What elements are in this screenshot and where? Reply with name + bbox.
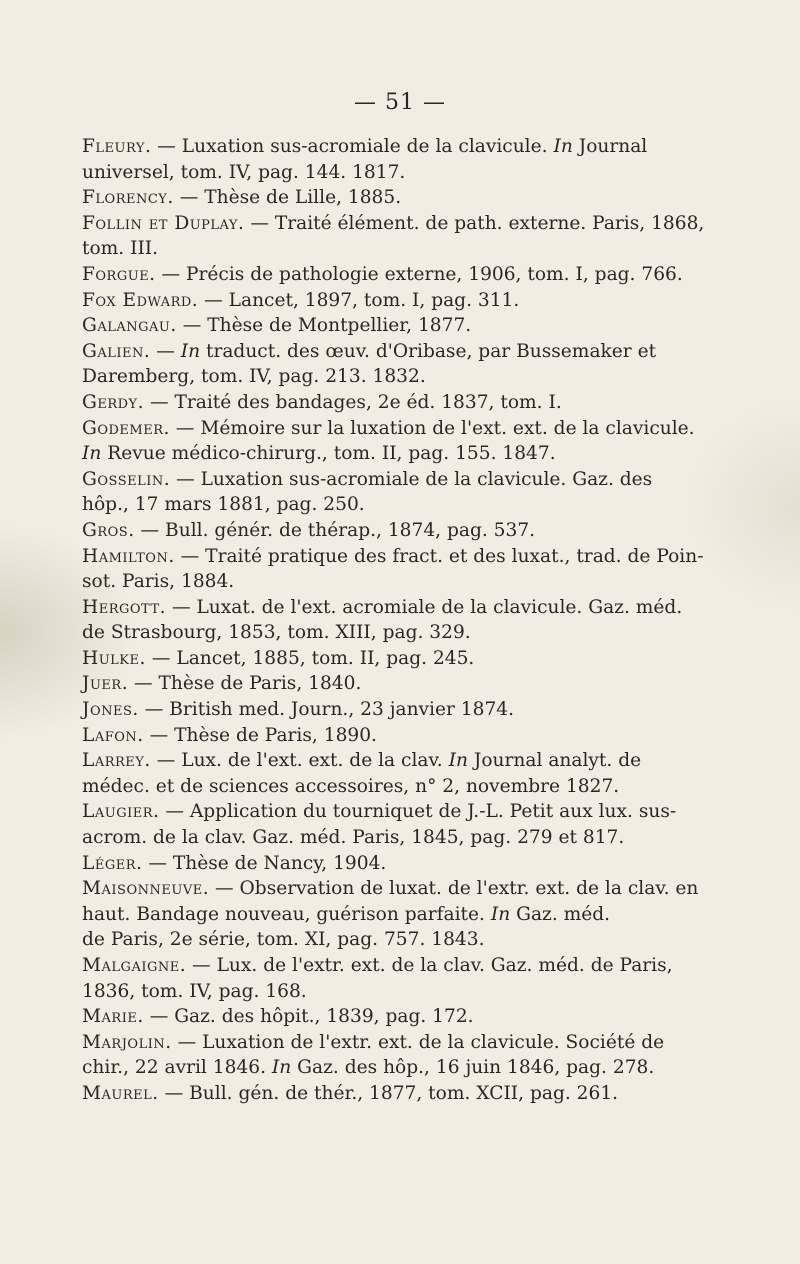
reference-entry: Léger. — Thèse de Nancy, 1904.	[82, 852, 387, 874]
reference-entry: Lafon. — Thèse de Paris, 1890.	[82, 724, 377, 746]
reference-entry: Gros. — Bull. génér. de thérap., 1874, pag. 537.	[82, 519, 536, 541]
reference-entry: Gosselin. — Luxation sus-acromiale de la clavicule. Gaz. des hôp., 17 mars 1881, pag. 250.	[82, 468, 653, 516]
reference-entry: Hamilton. — Traité pratique des fract. et des luxat., trad. de Poin- sot. Paris, 1884.	[82, 545, 704, 593]
reference-entry: Hergott. — Luxat. de l'ext. acromiale de la clavicule. Gaz. méd. de Strasbourg, 1853, tom. XIII, pag. 329.	[82, 596, 683, 644]
reference-entry: Juer. — Thèse de Paris, 1840.	[82, 673, 362, 695]
reference-entry: Maurel. — Bull. gén. de thér., 1877, tom. XCII, pag. 261.	[82, 1082, 619, 1104]
reference-entry: Fox Edward. — Lancet, 1897, tom. I, pag. 311.	[82, 289, 520, 311]
reference-entry: Gerdy. — Traité des bandages, 2e éd. 1837, tom. I.	[82, 391, 562, 413]
reference-entry: Forgue. — Précis de pathologie externe, 1906, tom. I, pag. 766.	[82, 263, 683, 285]
reference-entry: Fleury. — Luxation sus-acromiale de la clavicule. In Journal universel, tom. IV, pag. 144. 1817.	[82, 136, 648, 183]
reference-entry: Galangau. — Thèse de Montpellier, 1877.	[82, 315, 472, 337]
reference-entry: Larrey. — Lux. de l'ext. ext. de la clav. In Journal analyt. de médec. et de sciences accessoires, n° 2, novembre 1827.	[82, 750, 642, 797]
reference-entry: Laugier. — Application du tourniquet de J.-L. Petit aux lux. sus- acrom. de la clav. Gaz. méd. Paris, 1845, pag. 279 et 817.	[82, 801, 677, 849]
reference-entry: Marjolin. — Luxation de l'extr. ext. de la clavicule. Société de chir., 22 avril 1846. In Gaz. des hôp., 16 juin 1846, pag. 278.	[82, 1031, 665, 1079]
page-number: — 51 —	[354, 90, 446, 115]
reference-entry: Florency. — Thèse de Lille, 1885.	[82, 187, 402, 209]
reference-entry: Godemer. — Mémoire sur la luxation de l'ext. ext. de la clavicule. In Revue médico-chirurg., tom. II, pag. 155. 1847.	[82, 417, 695, 465]
reference-entry: Marie. — Gaz. des hôpit., 1839, pag. 172.	[82, 1006, 474, 1028]
reference-list	[82, 134, 722, 1107]
reference-author: Fleury.	[82, 136, 152, 157]
reference-entry: Galien. — In traduct. des œuv. d'Oribase, par Bussemaker et Daremberg, tom. IV, pag. 213. 1832.	[82, 340, 657, 388]
reference-entry: Hulke. — Lancet, 1885, tom. II, pag. 245.	[82, 647, 475, 669]
reference-entry: Jones. — British med. Journ., 23 janvier 1874.	[82, 699, 515, 721]
reference-entry: Maisonneuve. — Observation de luxat. de l'extr. ext. de la clav. en haut. Bandage nouveau, guérison parfaite. In Gaz. méd. de Paris, 2e série, tom. XI, pag. 757. 1843.	[82, 878, 699, 951]
reference-entry: Follin et Duplay. — Traité élément. de path. externe. Paris, 1868, tom. III.	[82, 212, 705, 260]
reference-entry: Malgaigne. — Lux. de l'extr. ext. de la clav. Gaz. méd. de Paris, 1836, tom. IV, pag. 168.	[82, 955, 673, 1002]
